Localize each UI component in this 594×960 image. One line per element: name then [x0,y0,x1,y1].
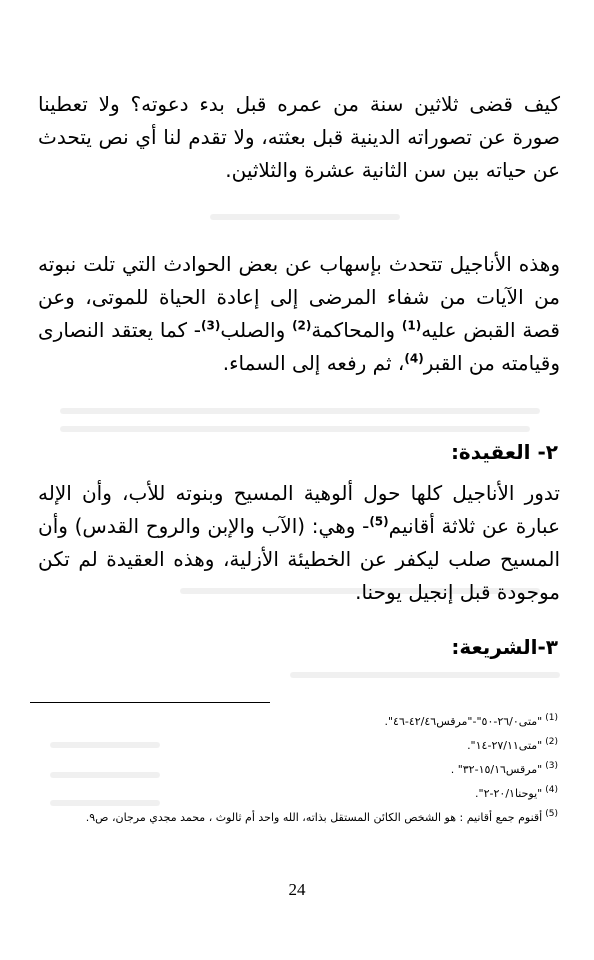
footnote-divider [30,702,270,703]
footnote-ref-4[interactable]: (4) [404,351,424,366]
text-segment: والصلب [220,318,293,342]
footnote-number: (4) [545,785,558,796]
footnote-ref-1[interactable]: (1) [401,318,422,333]
text-segment: ، ثم رفعه إلى السماء. [222,351,405,375]
section-heading-shariah: ٣-الشريعة: [451,635,558,659]
paragraph-doctrine [38,477,560,609]
footnote-text: "مرقس١٥/١٦-٣٢" . [450,763,543,776]
footnote-number: (3) [545,761,558,772]
footnote-text: "متى٢٦/٠-٥٠"-"مرقس٤٢/٤٦-٤٦". [384,715,543,728]
footnote-text: أقنوم جمع أقانيم : هو الشخص الكائن المستقل بذاته، الله واحد أم ثالوث ، محمد مجدي مرجان، ص٩. [85,811,543,824]
footnote-4 [40,782,558,806]
paragraph-gospel-events [38,248,560,380]
footnote-number: (1) [545,713,558,724]
footnotes-section [40,710,558,830]
paragraph-life-before-mission [38,88,560,187]
text-segment: تدور الأناجيل كلها حول ألوهية المسيح وبنوته للأب، وأن الإله عبارة عن ثلاثة أقانيم [38,481,560,538]
footnote-3 [40,758,558,782]
scan-bleed-mark [60,408,540,414]
scan-bleed-mark [60,426,530,432]
text-segment: والمحاكمة [311,318,402,342]
footnote-text: "متى٢٧/١١-١٤". [467,739,543,752]
footnote-ref-3[interactable]: (3) [201,318,221,333]
scan-bleed-mark [210,214,400,220]
footnote-number: (2) [545,737,558,748]
paragraph-text [38,248,560,380]
footnote-text: "يوحنا٢٠/١-٢". [475,787,543,800]
text-segment: - كما يعتقد النصارى وقيامته من القبر [38,318,560,375]
section-heading-aqeeda: ٢- العقيدة: [450,440,558,464]
paragraph-text [38,477,560,609]
footnote-2 [40,734,558,758]
footnote-1 [40,710,558,734]
footnote-5 [40,806,558,830]
text-segment: - وهي: (الآب والإبن والروح القدس) وأن المسيح صلب ليكفر عن الخطيئة الأزلية، وهذه العقيدة لم تكن موجودة قبل إنجيل يوحنا. [38,514,560,604]
footnote-number: (5) [545,809,558,820]
page-number: 24 [288,880,306,899]
footnote-ref-5[interactable]: (5) [369,514,389,529]
paragraph-text: كيف قضى ثلاثين سنة من عمره قبل بدء دعوته؟ ولا تعطينا صورة عن تصوراته الدينية قبل بعثته، ولا تقدم لنا أي نص يتحدث عن حياته بين سن الثانية عشرة والثلاثين. [38,92,560,182]
scan-bleed-mark [290,672,560,678]
footnote-ref-2[interactable]: (2) [292,318,312,333]
text-segment: وهذه الأناجيل تتحدث بإسهاب عن بعض الحوادث التي تلت نبوته من الآيات من شفاء المرضى إلى إعادة الحياة للموتى، وعن قصة القبض عليه [38,252,560,342]
